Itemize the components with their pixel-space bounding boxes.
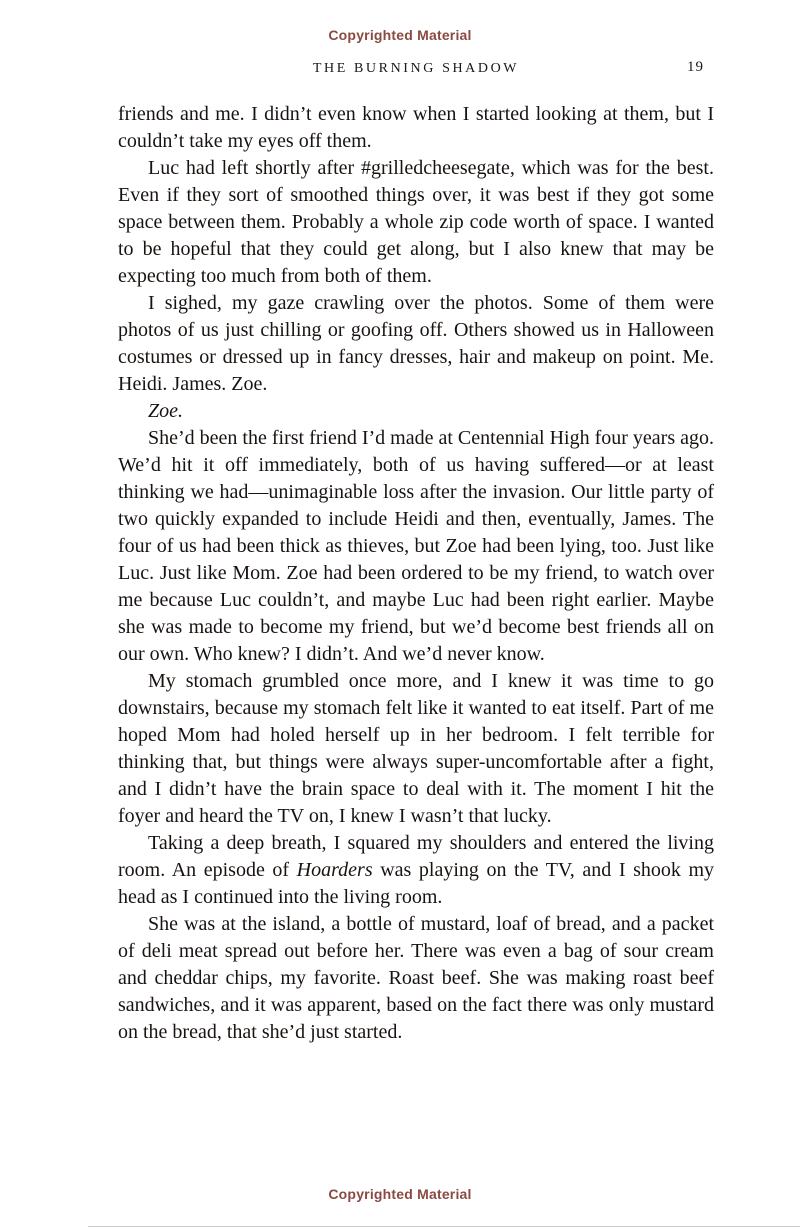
running-header	[118, 59, 714, 79]
page-content	[118, 43, 714, 1046]
text-segment: Luc had left shortly after #grilledcheesegate, which was for the best. Even if they sort of smoothed things over, it was best if they got some space between them. Probably a whole zip code worth of space. I wanted to be hopeful that they could get along, but I also knew that may be expecting too much from both of them.	[118, 157, 714, 287]
page-number: 19	[687, 59, 704, 75]
text-segment: She was at the island, a bottle of mustard, loaf of bread, and a packet of deli meat spread out before her. There was even a bag of sour cream and cheddar chips, my favorite. Roast beef. She was making roast beef sandwiches, and it was apparent, based on the fact there was only mustard on the bread, that she’d just started.	[118, 913, 714, 1043]
italic-text-segment: Hoarders	[296, 859, 373, 881]
book-text	[118, 101, 714, 1046]
paragraph	[118, 425, 714, 668]
paragraph	[118, 290, 714, 398]
paragraph	[118, 398, 714, 425]
text-segment: friends and me. I didn’t even know when I started looking at them, but I couldn’t take my eyes off them.	[118, 103, 714, 152]
text-segment: Taking a deep breath, I squared my shoulders and entered the living room. An episode of	[118, 832, 714, 881]
copyright-notice-top: Copyrighted Material	[328, 27, 472, 43]
text-segment: She’d been the first friend I’d made at Centennial High four years ago. We’d hit it off immediately, both of us having suffered—or at least thinking we had—unimaginable loss after the invasion. Our little party of two quickly expanded to include Heidi and then, eventually, James. The four of us had been thick as thieves, but Zoe had been lying, too. Just like Luc. Just like Mom. Zoe had been ordered to be my friend, to watch over me because Luc couldn’t, and maybe Luc had been right earlier. Maybe she was made to become my friend, but we’d become best friends all on our own. Who knew? I didn’t. And we’d never know.	[118, 427, 714, 665]
text-segment: I sighed, my gaze crawling over the photos. Some of them were photos of us just chilling or goofing off. Others showed us in Halloween costumes or dressed up in fancy dresses, hair and makeup on point. Me. Heidi. James. Zoe.	[118, 292, 714, 395]
paragraph	[118, 101, 714, 155]
copyright-notice-bottom: Copyrighted Material	[328, 1186, 472, 1202]
book-title: THE BURNING SHADOW	[312, 61, 520, 76]
paragraph	[118, 668, 714, 830]
paragraph	[118, 155, 714, 290]
paragraph	[118, 911, 714, 1046]
text-segment: was playing on the TV, and I shook my head as I continued into the living room.	[118, 859, 715, 908]
paragraph	[118, 830, 714, 911]
text-segment: My stomach grumbled once more, and I knew it was time to go downstairs, because my stomach felt like it wanted to eat itself. Part of me hoped Mom had holed herself up in her bedroom. I felt terrible for thinking that, but things were always super-uncomfortable after a fight, and I didn’t have the brain space to deal with it. The moment I hit the foyer and heard the TV on, I knew I wasn’t that lucky.	[118, 670, 714, 827]
page-edge-line	[88, 1226, 800, 1227]
italic-text-segment: Zoe.	[148, 400, 183, 422]
